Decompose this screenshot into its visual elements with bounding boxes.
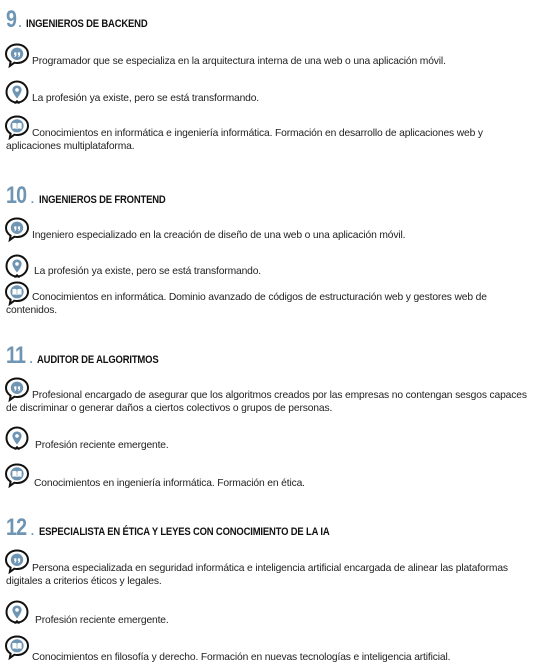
section-title: AUDITOR DE ALGORITMOS	[37, 354, 159, 366]
knowledge-text: Conocimientos en ingeniería informática. Formación en ética.	[34, 478, 305, 489]
location-pin-icon	[4, 80, 30, 106]
section-number: 9	[6, 6, 17, 33]
section-number: 10	[6, 182, 27, 209]
description-text: Programador que se especializa en la arquitectura interna de una web o una aplicación móvil.	[32, 56, 446, 67]
section-number: 11	[6, 342, 26, 369]
section-heading: 12 . ESPECIALISTA EN ÉTICA Y LEYES CON CONOCIMIENTO DE LA IA	[6, 514, 330, 541]
speech-bubble-quote-icon	[4, 42, 30, 68]
status-text: Profesión reciente emergente.	[35, 440, 169, 451]
knowledge-text: Conocimientos en informática e ingeniería informática. Formación en desarrollo de aplicaciones web y aplicaciones multiplataforma.	[6, 128, 483, 152]
section-title: INGENIEROS DE FRONTEND	[38, 194, 166, 206]
description-text: Persona especializada en seguridad informática e inteligencia artificial encargada de alinear las plataformas digitales a criterios éticos y legales.	[6, 563, 508, 587]
description-text: Ingeniero especializado en la creación de diseño de una web o una aplicación móvil.	[32, 230, 406, 241]
description-text: Profesional encargado de asegurar que los algoritmos creados por las empresas no contengan sesgos capaces de discriminar o generar daños a ciertos colectivos o grupos de personas.	[6, 390, 527, 414]
open-book-icon	[4, 634, 30, 660]
location-pin-icon	[4, 426, 30, 452]
section-heading: 10 . INGENIEROS DE FRONTEND	[6, 182, 166, 209]
knowledge-text: Conocimientos en filosofía y derecho. Formación en nuevas tecnologías e inteligencia artificial.	[32, 652, 451, 663]
location-pin-icon	[4, 600, 30, 626]
location-pin-icon	[4, 254, 30, 280]
section-title: INGENIEROS DE BACKEND	[26, 18, 148, 30]
knowledge-text: Conocimientos en informática. Dominio avanzado de códigos de estructuración web y gestores web de contenidos.	[6, 292, 487, 316]
section-title: ESPECIALISTA EN ÉTICA Y LEYES CON CONOCIMIENTO DE LA IA	[38, 526, 330, 538]
speech-bubble-quote-icon	[4, 216, 30, 242]
section-heading: 11 . AUDITOR DE ALGORITMOS	[6, 342, 159, 369]
open-book-icon	[4, 462, 30, 488]
section-heading: 9 . INGENIEROS DE BACKEND	[6, 6, 148, 33]
status-text: La profesión ya existe, pero se está transformando.	[34, 266, 262, 277]
status-text: La profesión ya existe, pero se está transformando.	[32, 93, 260, 104]
section-number: 12	[6, 514, 27, 541]
status-text: Profesión reciente emergente.	[35, 615, 169, 626]
